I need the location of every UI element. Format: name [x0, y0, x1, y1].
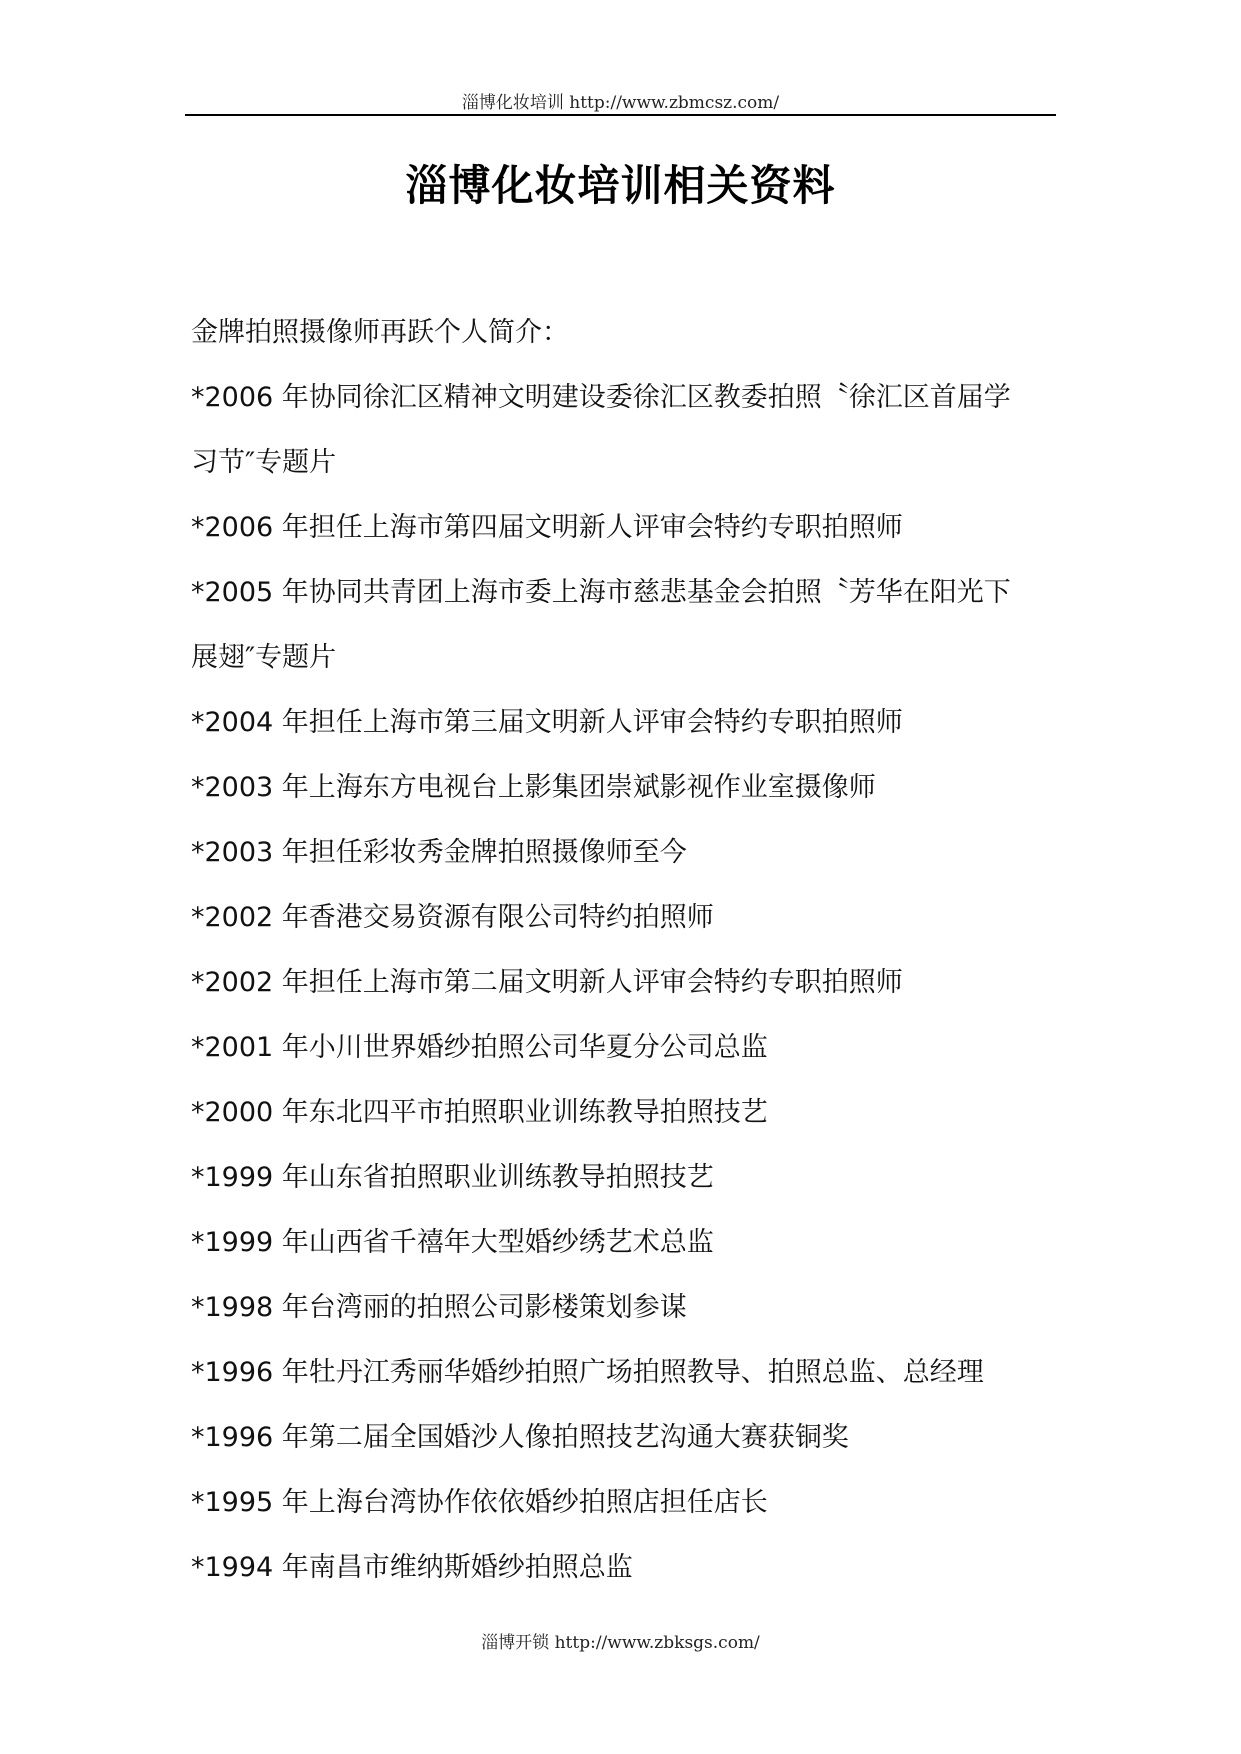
page-footer: 淄博开锁 http://www.zbksgs.com/ [481, 1633, 760, 1653]
list-item: *2001 年小川世界婚纱拍照公司华夏分公司总监 [191, 1032, 768, 1063]
document-title: 淄博化妆培训相关资料 [405, 161, 836, 210]
list-item: 展翅″专题片 [191, 642, 337, 673]
list-item: *2002 年担任上海市第二届文明新人评审会特约专职拍照师 [191, 967, 903, 998]
page-header: 淄博化妆培训 http://www.zbmcsz.com/ [461, 93, 780, 113]
list-item: *1999 年山西省千禧年大型婚纱绣艺术总监 [191, 1227, 714, 1258]
list-item: *2004 年担任上海市第三届文明新人评审会特约专职拍照师 [191, 707, 903, 738]
list-item: *2002 年香港交易资源有限公司特约拍照师 [191, 902, 714, 933]
list-item: *2003 年上海东方电视台上影集团崇斌影视作业室摄像师 [191, 772, 876, 803]
header-divider [185, 114, 1056, 116]
list-item: *2006 年协同徐汇区精神文明建设委徐汇区教委拍照〝徐汇区首届学 [191, 382, 1011, 413]
list-item: *2005 年协同共青团上海市委上海市慈悲基金会拍照〝芳华在阳光下 [191, 577, 1011, 608]
list-item: *2000 年东北四平市拍照职业训练教导拍照技艺 [191, 1097, 768, 1128]
list-item: *1996 年第二届全国婚沙人像拍照技艺沟通大赛获铜奖 [191, 1422, 849, 1453]
list-item: *1998 年台湾丽的拍照公司影楼策划参谋 [191, 1292, 687, 1323]
list-item: *1995 年上海台湾协作依依婚纱拍照店担任店长 [191, 1487, 768, 1518]
list-item: *1999 年山东省拍照职业训练教导拍照技艺 [191, 1162, 714, 1193]
list-item: 习节″专题片 [191, 447, 337, 478]
list-item: *1996 年牡丹江秀丽华婚纱拍照广场拍照教导、拍照总监、总经理 [191, 1357, 984, 1388]
intro-line: 金牌拍照摄像师再跃个人简介： [191, 317, 569, 348]
document-body [191, 300, 1061, 1600]
list-item: *2006 年担任上海市第四届文明新人评审会特约专职拍照师 [191, 512, 903, 543]
list-item: *2003 年担任彩妆秀金牌拍照摄像师至今 [191, 837, 687, 868]
list-item: *1994 年南昌市维纳斯婚纱拍照总监 [191, 1552, 633, 1583]
